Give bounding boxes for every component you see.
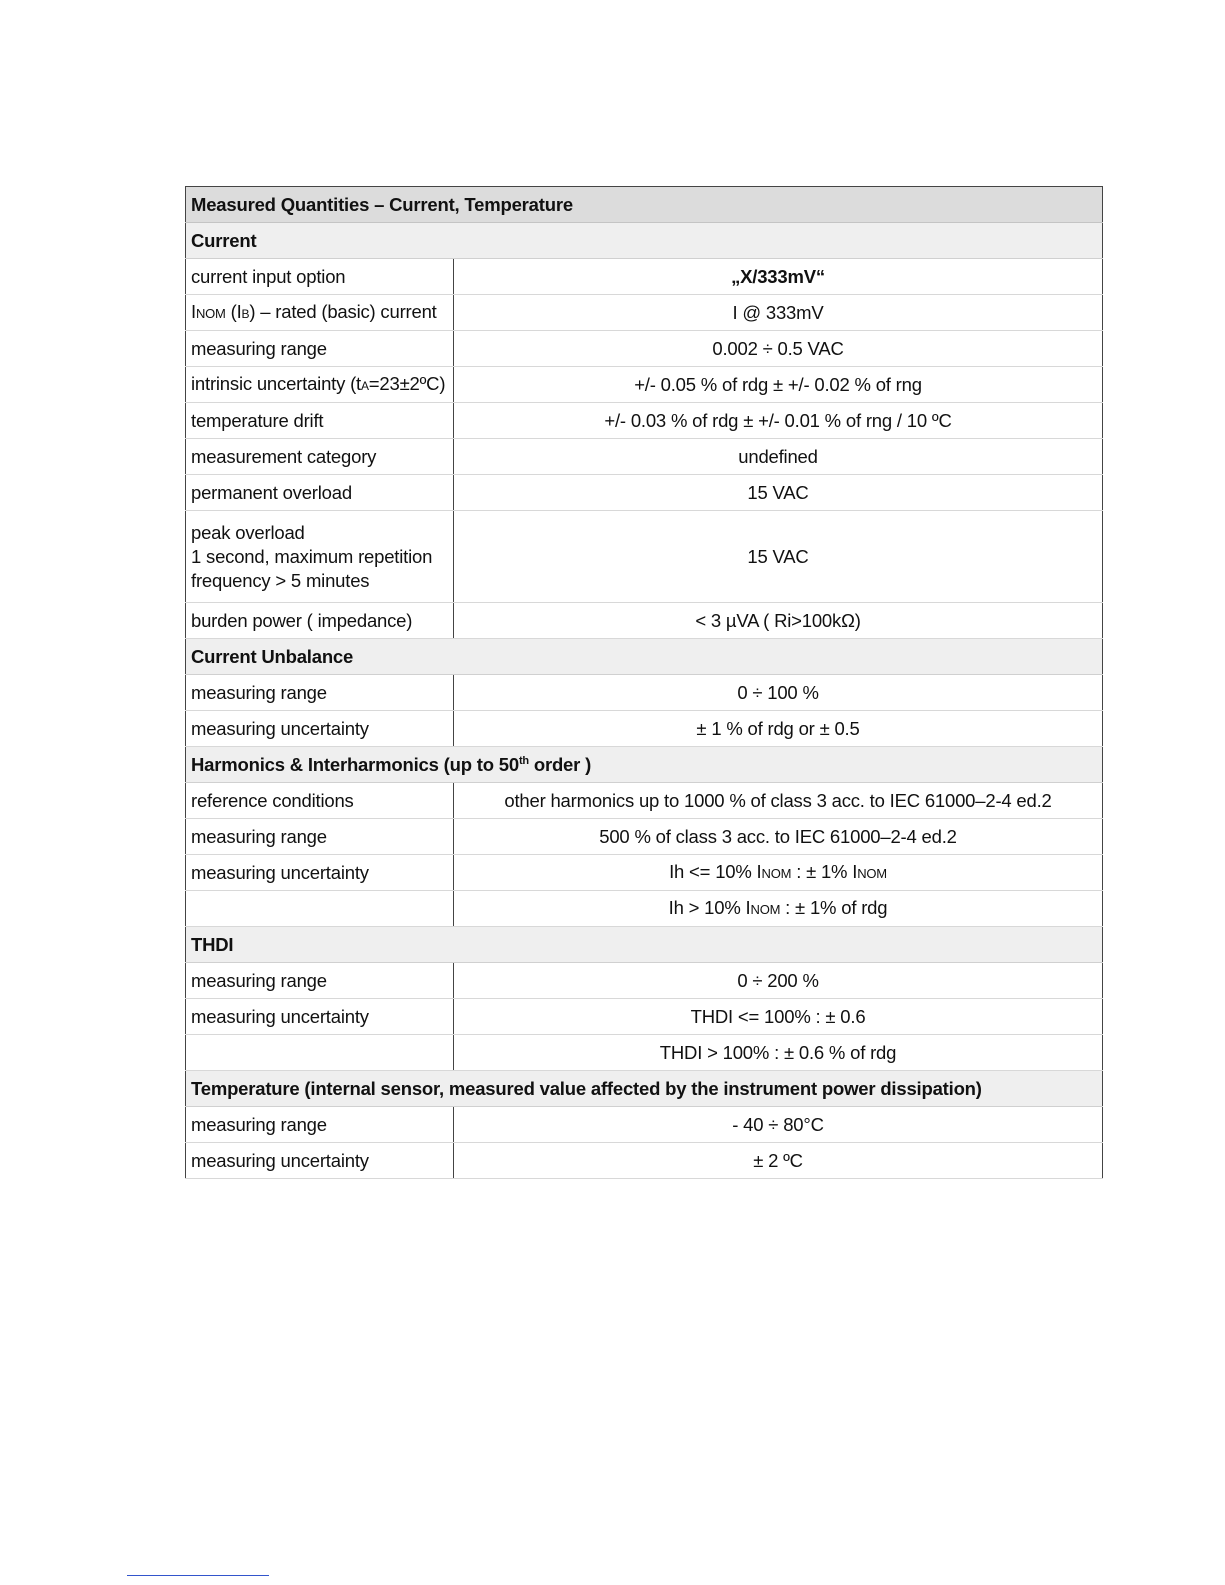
row-value: THDI > 100% : ± 0.6 % of rdg (454, 1035, 1103, 1071)
table-row (186, 711, 1103, 747)
table-row (186, 819, 1103, 855)
row-value: +/- 0.05 % of rdg ± +/- 0.02 % of rng (454, 367, 1103, 403)
row-label: peak overload 1 second, maximum repetition frequency > 5 minutes (186, 511, 454, 603)
section-thdi (186, 927, 1103, 963)
row-value: +/- 0.03 % of rdg ± +/- 0.01 % of rng / 10 ºC (454, 403, 1103, 439)
row-label: measuring range (186, 1107, 454, 1143)
row-label: permanent overload (186, 475, 454, 511)
table-row (186, 963, 1103, 999)
row-value: 0 ÷ 100 % (454, 675, 1103, 711)
section-heading: Current Unbalance (186, 639, 1103, 675)
row-value: other harmonics up to 1000 % of class 3 acc. to IEC 61000–2-4 ed.2 (454, 783, 1103, 819)
row-value: I @ 333mV (454, 295, 1103, 331)
row-label: intrinsic uncertainty (tA=23±2ºC) (186, 367, 454, 403)
table-row (186, 855, 1103, 891)
table-row (186, 367, 1103, 403)
row-value: 0.002 ÷ 0.5 VAC (454, 331, 1103, 367)
section-harmonics (186, 747, 1103, 783)
table-title-row (186, 187, 1103, 223)
table-row (186, 603, 1103, 639)
section-heading: Temperature (internal sensor, measured value affected by the instrument power dissipation) (186, 1071, 1103, 1107)
row-label: temperature drift (186, 403, 454, 439)
spec-table (185, 186, 1103, 1179)
table-row (186, 439, 1103, 475)
row-label: INOM (IB) – rated (basic) current (186, 295, 454, 331)
row-label: burden power ( impedance) (186, 603, 454, 639)
row-label: measuring range (186, 963, 454, 999)
table-row (186, 475, 1103, 511)
table-row (186, 295, 1103, 331)
row-value: < 3 µVA ( Ri>100kΩ) (454, 603, 1103, 639)
table-row (186, 1143, 1103, 1179)
row-value: 15 VAC (454, 475, 1103, 511)
table-row (186, 999, 1103, 1035)
row-value: 0 ÷ 200 % (454, 963, 1103, 999)
row-label: measuring uncertainty (186, 1143, 454, 1179)
table-row (186, 891, 1103, 927)
row-label (186, 1035, 454, 1071)
table-row (186, 1035, 1103, 1071)
row-value: ± 1 % of rdg or ± 0.5 (454, 711, 1103, 747)
footer-rule (127, 1575, 269, 1576)
section-heading: THDI (186, 927, 1103, 963)
table-row (186, 259, 1103, 295)
table-row (186, 675, 1103, 711)
row-value: ± 2 ºC (454, 1143, 1103, 1179)
row-label: measuring range (186, 331, 454, 367)
row-label (186, 891, 454, 927)
row-label: measurement category (186, 439, 454, 475)
row-label: measuring uncertainty (186, 999, 454, 1035)
row-value: undefined (454, 439, 1103, 475)
table-row (186, 331, 1103, 367)
row-value: Ih > 10% INOM : ± 1% of rdg (454, 891, 1103, 927)
table-row (186, 403, 1103, 439)
section-current-unbalance (186, 639, 1103, 675)
row-value: 500 % of class 3 acc. to IEC 61000–2-4 ed.2 (454, 819, 1103, 855)
section-heading: Current (186, 223, 1103, 259)
section-temperature (186, 1071, 1103, 1107)
section-heading: Harmonics & Interharmonics (up to 50th order ) (186, 747, 1103, 783)
row-label: measuring uncertainty (186, 711, 454, 747)
section-current (186, 223, 1103, 259)
table-row (186, 783, 1103, 819)
table-row (186, 511, 1103, 603)
row-label: measuring range (186, 819, 454, 855)
row-value: „X/333mV“ (454, 259, 1103, 295)
row-value: - 40 ÷ 80°C (454, 1107, 1103, 1143)
row-label: reference conditions (186, 783, 454, 819)
row-label: measuring range (186, 675, 454, 711)
table-title: Measured Quantities – Current, Temperature (186, 187, 1103, 223)
table-row (186, 1107, 1103, 1143)
row-value: Ih <= 10% INOM : ± 1% INOM (454, 855, 1103, 891)
row-value: THDI <= 100% : ± 0.6 (454, 999, 1103, 1035)
row-label: current input option (186, 259, 454, 295)
row-label: measuring uncertainty (186, 855, 454, 891)
row-value: 15 VAC (454, 511, 1103, 603)
